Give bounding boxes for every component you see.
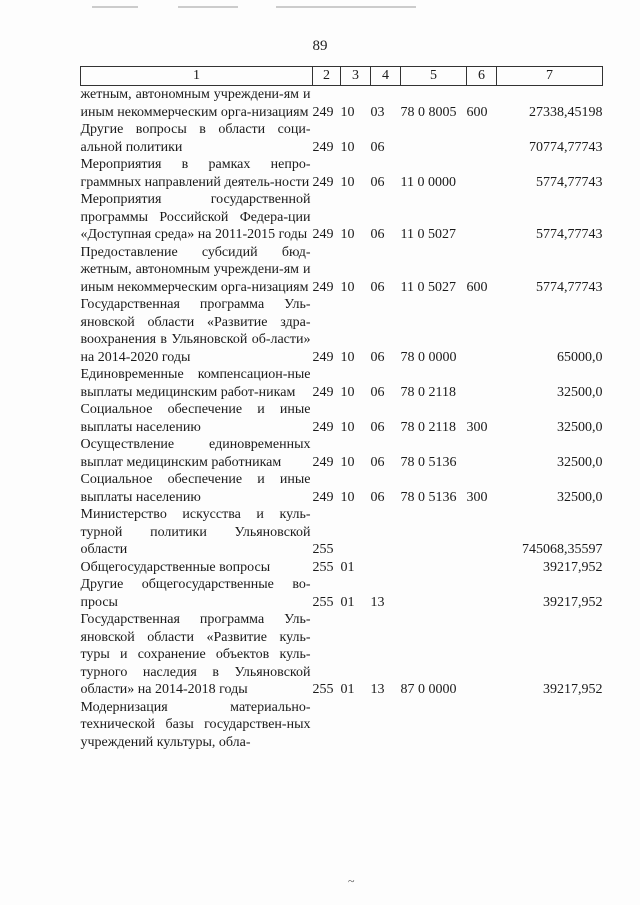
cell-c2: 249 [312,419,334,435]
cell-c2: 249 [312,139,334,155]
cell-c7 [497,699,603,752]
cell-c5: 78 0 8005 [400,104,457,120]
cell-c3: 10 [340,104,355,120]
cell-c7: 39217,952 [543,559,603,575]
footer-mark: ~ [348,874,355,888]
cell-c2: 249 [312,489,334,505]
cell-c7: 32500,0 [557,489,603,505]
cell-c2: 255 [312,559,334,575]
cell-c7: 32500,0 [557,454,603,470]
cell-c3: 10 [340,489,355,505]
cell-c6: 600 [466,279,488,295]
cell-c3: 10 [340,227,355,242]
cell-c3: 10 [340,279,355,295]
cell-c4: 13 [370,594,385,610]
cell-c7: 5774,77743 [536,279,603,295]
cell-c3: 10 [340,349,355,365]
table-row [81,244,603,297]
cell-c6 [467,699,497,752]
cell-c5 [401,576,467,611]
cell-c3: 10 [340,384,355,400]
cell-c5: 78 0 5136 [400,454,457,470]
cell-c4: 06 [370,139,385,155]
cell-c5: 78 0 0000 [400,349,457,365]
scan-artifact [178,6,238,8]
cell-c7: 5774,77743 [536,174,603,190]
cell-c6 [467,506,497,559]
row-label: Государственная программа Уль-яновской области «Развитие куль-туры и сохранение объектов куль-турного наследия в Ульяновской области» на 2014-2018 годы [80,612,311,697]
cell-c2: 249 [312,104,334,120]
cell-c2: 255 [312,682,334,697]
cell-c6 [467,191,497,244]
row-label: Модернизация материально-технической базы государствен-ных учреждений культуры, обла- [80,699,311,750]
table-row [81,366,603,401]
table-row [81,471,603,506]
cell-c4: 06 [370,349,385,365]
row-label: Государственная программа Уль-яновской области «Развитие здра-воохранения в Ульяновской об-ласти» на 2014-2020 годы [80,297,311,365]
table-row [81,296,603,366]
cell-c3: 01 [340,682,355,697]
row-label: Мероприятия государственной программы Российской Федера-ции «Доступная среда» на 2011-2015 годы [80,192,311,242]
header-cell: 7 [497,67,603,86]
table-row [81,156,603,191]
row-label: Предоставление субсидий бюд-жетным, автономным учреждени-ям и иным некоммерческим орга-низациям [80,244,311,295]
cell-c2: 249 [312,279,334,295]
row-label: Единовременные компенсацион-ные выплаты медицинским работ-никам [80,367,311,400]
cell-c5 [401,506,467,559]
cell-c6: 600 [466,104,488,120]
cell-c3: 10 [340,419,355,435]
row-label: Мероприятия в рамках непро-граммных направлений деятель-ности [80,157,311,190]
cell-c7: 32500,0 [557,419,603,435]
cell-c4: 06 [370,419,385,435]
cell-c5: 87 0 0000 [400,682,457,697]
header-cell: 5 [401,67,467,86]
cell-c3: 01 [340,594,355,610]
row-label: жетным, автономным учреждени-ям и иным некоммерческим орга-низациям [80,87,311,120]
cell-c3: 10 [340,139,355,155]
row-label: Другие общегосударственные во-просы [80,577,311,610]
table-row [81,576,603,611]
cell-c5: 11 0 5027 [400,279,456,295]
table-row [81,121,603,156]
cell-c7: 32500,0 [557,384,603,400]
cell-c3 [341,699,371,752]
row-label: Осуществление единовременных выплат медицинским работникам [80,437,311,470]
cell-c7: 65000,0 [557,349,603,365]
cell-c2: 249 [312,384,334,400]
cell-c5: 78 0 2118 [400,419,456,435]
cell-c2: 255 [312,594,334,610]
cell-c7: 27338,45198 [529,104,603,120]
cell-c4: 03 [370,104,385,120]
cell-c6 [467,436,497,471]
row-label: Другие вопросы в области соци-альной политики [80,122,311,155]
cell-c3: 10 [340,174,355,190]
table-row [81,506,603,559]
cell-c4: 06 [370,384,385,400]
scan-artifact [276,6,416,8]
cell-c5 [401,699,467,752]
cell-c6 [467,559,497,577]
table-row [81,611,603,699]
cell-c4: 06 [370,227,385,242]
table-body [81,86,603,752]
cell-c5: 78 0 5136 [400,489,457,505]
row-label: Социальное обеспечение и иные выплаты населению [80,472,311,505]
cell-c2: 249 [312,349,334,365]
cell-c6: 300 [466,489,488,505]
cell-c7: 39217,952 [543,682,603,697]
row-label: Министерство искусства и куль-турной политики Ульяновской области [80,507,311,557]
table-header-row [81,67,603,86]
cell-c6: 300 [466,419,488,435]
cell-c7: 70774,77743 [529,139,603,155]
cell-c5: 11 0 5027 [400,227,456,242]
cell-c2: 255 [312,542,334,557]
cell-c4: 06 [370,489,385,505]
table-row [81,401,603,436]
cell-c4 [371,506,401,559]
cell-c7: 5774,77743 [536,227,603,242]
header-cell: 4 [371,67,401,86]
cell-c5: 78 0 2118 [400,384,456,400]
cell-c6 [467,611,497,699]
header-cell: 1 [81,67,313,86]
cell-c3: 01 [340,559,355,575]
cell-c2: 249 [312,227,334,242]
cell-c4: 06 [370,279,385,295]
row-label: Социальное обеспечение и иные выплаты населению [80,402,311,435]
cell-c7: 39217,952 [543,594,603,610]
cell-c5 [401,559,467,577]
cell-c4: 13 [370,682,385,697]
budget-table [80,66,602,751]
header-cell: 3 [341,67,371,86]
cell-c6 [467,366,497,401]
cell-c2: 249 [312,454,334,470]
table-row [81,191,603,244]
cell-c6 [467,296,497,366]
row-label: Общегосударственные вопросы [80,559,271,575]
cell-c2 [313,699,341,752]
header-cell: 6 [467,67,497,86]
table-row [81,559,603,577]
cell-c6 [467,156,497,191]
cell-c6 [467,121,497,156]
cell-c4 [371,559,401,577]
cell-c2: 249 [312,174,334,190]
scan-artifact [92,6,138,8]
cell-c4 [371,699,401,752]
table-row [81,699,603,752]
cell-c5 [401,121,467,156]
header-cell: 2 [313,67,341,86]
cell-c4: 06 [370,174,385,190]
cell-c3 [341,506,371,559]
table-row [81,436,603,471]
table-row [81,86,603,122]
cell-c5: 11 0 0000 [400,174,456,190]
cell-c6 [467,576,497,611]
cell-c7: 745068,35597 [522,542,603,557]
page-number: 89 [312,38,328,54]
cell-c3: 10 [340,454,355,470]
cell-c4: 06 [370,454,385,470]
